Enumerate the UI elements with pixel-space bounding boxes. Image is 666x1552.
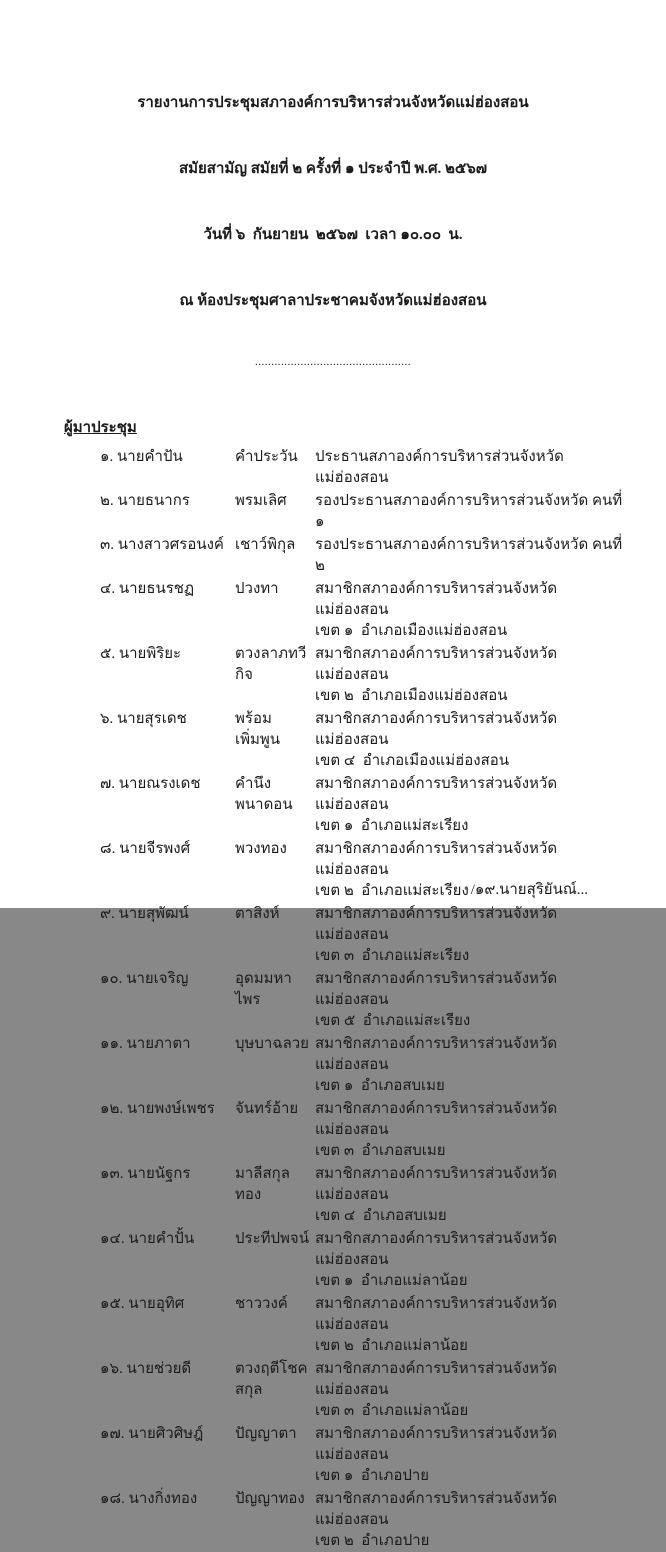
dotted-divider: ................................................ bbox=[255, 356, 411, 368]
attendee-role: ประธานสภาองค์การบริหารส่วนจังหวัดแม่ฮ่องสอน bbox=[315, 449, 564, 486]
attendee-number: ๑. bbox=[100, 449, 114, 465]
attendee-list bbox=[100, 447, 626, 1552]
attendee-row bbox=[100, 904, 626, 967]
attendee-role: สมาชิกสภาองค์การบริหารส่วนจังหวัดแม่ฮ่องสอน เขต ๔ อำเภอสบเมย bbox=[315, 1164, 626, 1227]
attendee-surname: จันทร์อ้าย bbox=[235, 1101, 299, 1117]
attendee-row bbox=[100, 447, 626, 489]
attendee-role: สมาชิกสภาองค์การบริหารส่วนจังหวัดแม่ฮ่องสอน เขต ๑ อำเภอปาย bbox=[315, 1424, 626, 1487]
attendee-name: ๔. นายธนรชฏ bbox=[100, 581, 195, 597]
attendee-name: ๒. นายธนากร bbox=[100, 493, 190, 509]
attendee-area: เขต ๓ อำเภอสบเมย bbox=[315, 1143, 446, 1159]
attendee-area: เขต ๓ อำเภอแม่สะเรียง bbox=[315, 948, 470, 964]
attendee-role: สมาชิกสภาองค์การบริหารส่วนจังหวัดแม่ฮ่องสอน เขต ๑ อำเภอแม่สะเรียง bbox=[315, 774, 626, 837]
page-continuation-note: /๑๙.นายสุริยันณ์... bbox=[470, 882, 588, 898]
attendee-surname: มาลีสกุลทอง bbox=[235, 1166, 290, 1203]
attendee-area: เขต ๒ อำเภอแม่ลาน้อย bbox=[315, 1338, 468, 1354]
attendee-name: ๑. นายคำปัน bbox=[100, 449, 183, 465]
attendee-surname: ปัญญาทอง bbox=[235, 1491, 305, 1507]
attendee-name: ๘. นายจีรพงศ์ bbox=[100, 841, 191, 857]
attendee-number: ๓. bbox=[100, 537, 115, 553]
attendee-name: ๑๔. นายคำปั้น bbox=[100, 1231, 195, 1247]
attendee-area: เขต ๑ อำเภอแม่ลาน้อย bbox=[315, 1273, 468, 1289]
attendee-row bbox=[100, 579, 626, 642]
attendee-number: ๙. bbox=[100, 906, 115, 922]
date-time-line: วันที่ ๖ กันยายน ๒๕๖๗ เวลา ๑๐.๐๐ น. bbox=[203, 227, 463, 243]
attendee-area: เขต ๒ อำเภอปาย bbox=[315, 1533, 430, 1549]
attendee-surname: บุษบาฉลวย bbox=[235, 1036, 309, 1052]
attendee-area: เขต ๑ อำเภอเมืองแม่ฮ่องสอน bbox=[315, 623, 508, 639]
attendee-number: ๑๗. bbox=[100, 1426, 125, 1442]
attendee-area: เขต ๑ อำเภอแม่สะเรียง bbox=[315, 818, 469, 834]
attendee-number: ๖. bbox=[100, 711, 114, 727]
attendee-role: สมาชิกสภาองค์การบริหารส่วนจังหวัดแม่ฮ่องสอน เขต ๕ อำเภอแม่สะเรียง bbox=[315, 969, 626, 1032]
attendee-name: ๙. นายสุพัฒน์ bbox=[100, 906, 189, 922]
attendee-name: ๑๐. นายเจริญ bbox=[100, 971, 189, 987]
attendee-role: สมาชิกสภาองค์การบริหารส่วนจังหวัดแม่ฮ่องสอน เขต ๓ อำเภอแม่สะเรียง bbox=[315, 904, 626, 967]
attendee-surname: ตาสิงห์ bbox=[235, 906, 280, 922]
attendee-surname: คำนึงพนาดอน bbox=[235, 776, 293, 813]
attendee-area: เขต ๕ อำเภอแม่สะเรียง bbox=[315, 1013, 471, 1029]
attendee-name: ๖. นายสุรเดช bbox=[100, 711, 187, 727]
attendee-row bbox=[100, 1359, 626, 1422]
attendee-row bbox=[100, 1099, 626, 1162]
attendee-surname: ปวงทา bbox=[235, 581, 279, 597]
attendee-row bbox=[100, 774, 626, 837]
attendee-number: ๔. bbox=[100, 581, 116, 597]
attendee-surname: คำประวัน bbox=[235, 449, 298, 465]
attendee-name: ๑๕. นายอุทิศ bbox=[100, 1296, 185, 1312]
attendee-name: ๑๘. นางกิ่งทอง bbox=[100, 1491, 198, 1507]
session-line: สมัยสามัญ สมัยที่ ๒ ครั้งที่ ๑ ประจำปี พ.ศ. ๒๕๖๗ bbox=[178, 161, 488, 177]
attendee-role: รองประธานสภาองค์การบริหารส่วนจังหวัด คนที่ ๒ bbox=[315, 537, 626, 574]
attendee-row bbox=[100, 491, 626, 533]
attendee-row bbox=[100, 1034, 626, 1097]
document-title: รายงานการประชุมสภาองค์การบริหารส่วนจังหวัดแม่ฮ่องสอน bbox=[137, 95, 529, 111]
attendee-role: สมาชิกสภาองค์การบริหารส่วนจังหวัดแม่ฮ่องสอน เขต ๑ อำเภอสบเมย bbox=[315, 1034, 626, 1097]
attendee-number: ๕. bbox=[100, 646, 116, 662]
attendee-number: ๗. bbox=[100, 776, 116, 792]
attendee-surname: พวงทอง bbox=[235, 841, 287, 857]
attendee-surname: ประทีปพจน์ bbox=[235, 1231, 309, 1247]
attendee-area: เขต ๔ อำเภอสบเมย bbox=[315, 1208, 447, 1224]
attendee-number: ๑๒. bbox=[100, 1101, 124, 1117]
attendee-number: ๑๕. bbox=[100, 1296, 125, 1312]
attendee-role: สมาชิกสภาองค์การบริหารส่วนจังหวัดแม่ฮ่องสอน เขต ๓ อำเภอแม่ลาน้อย bbox=[315, 1359, 626, 1422]
attendee-area: เขต ๔ อำเภอเมืองแม่ฮ่องสอน bbox=[315, 753, 509, 769]
attendee-role: สมาชิกสภาองค์การบริหารส่วนจังหวัดแม่ฮ่องสอน เขต ๔ อำเภอเมืองแม่ฮ่องสอน bbox=[315, 709, 626, 772]
attendee-row bbox=[100, 644, 626, 707]
attendee-surname: ตวงลาภทวีกิจ bbox=[235, 646, 307, 683]
attendee-surname: ชาววงค์ bbox=[235, 1296, 288, 1312]
attendee-number: ๑๓. bbox=[100, 1166, 124, 1182]
attendee-row bbox=[100, 535, 626, 577]
attendee-row bbox=[100, 1489, 626, 1552]
attendee-name: ๑๓. นายนัฐกร bbox=[100, 1166, 191, 1182]
attendee-role: สมาชิกสภาองค์การบริหารส่วนจังหวัดแม่ฮ่องสอน เขต ๑ อำเภอเมืองแม่ฮ่องสอน bbox=[315, 579, 626, 642]
attendee-name: ๑๒. นายพงษ์เพชร bbox=[100, 1101, 215, 1117]
venue-line: ณ ห้องประชุมศาลาประชาคมจังหวัดแม่ฮ่องสอน bbox=[179, 293, 487, 309]
attendee-number: ๒. bbox=[100, 493, 114, 509]
attendee-row bbox=[100, 969, 626, 1032]
attendee-name: ๑๗. นายศิวศิษฎ์ bbox=[100, 1426, 204, 1442]
attendee-surname: อุดมมหาไพร bbox=[235, 971, 292, 1008]
attendee-row bbox=[100, 1164, 626, 1227]
attendee-number: ๑๘. bbox=[100, 1491, 125, 1507]
attendee-area: เขต ๒ อำเภอเมืองแม่ฮ่องสอน bbox=[315, 688, 508, 704]
attendee-surname: ปัญญาตา bbox=[235, 1426, 297, 1442]
attendee-row bbox=[100, 1424, 626, 1487]
attendee-row bbox=[100, 709, 626, 772]
attendee-surname: เชาว์พิกุล bbox=[235, 537, 296, 553]
attendee-number: ๘. bbox=[100, 841, 116, 857]
attendee-role: สมาชิกสภาองค์การบริหารส่วนจังหวัดแม่ฮ่องสอน เขต ๓ อำเภอสบเมย bbox=[315, 1099, 626, 1162]
attendee-area: เขต ๓ อำเภอแม่ลาน้อย bbox=[315, 1403, 469, 1419]
attendee-number: ๑๑. bbox=[100, 1036, 123, 1052]
attendee-area: เขต ๑ อำเภอปาย bbox=[315, 1468, 430, 1484]
attendee-area: เขต ๒ อำเภอแม่สะเรียง bbox=[315, 883, 469, 899]
attendee-row bbox=[100, 1229, 626, 1292]
attendee-role: สมาชิกสภาองค์การบริหารส่วนจังหวัดแม่ฮ่องสอน เขต ๑ อำเภอแม่ลาน้อย bbox=[315, 1229, 626, 1292]
attendee-name: ๓. นางสาวศรอนงค์ bbox=[100, 537, 224, 553]
attendee-number: ๑๔. bbox=[100, 1231, 125, 1247]
attendee-role: สมาชิกสภาองค์การบริหารส่วนจังหวัดแม่ฮ่องสอน เขต ๒ อำเภอเมืองแม่ฮ่องสอน bbox=[315, 644, 626, 707]
attendees-heading: ผู้มาประชุม bbox=[64, 420, 137, 436]
attendee-role: สมาชิกสภาองค์การบริหารส่วนจังหวัดแม่ฮ่องสอน เขต ๒ อำเภอปาย bbox=[315, 1489, 626, 1552]
attendee-surname: พร้อมเพิ่มพูน bbox=[235, 711, 281, 748]
attendee-surname: พรมเลิศ bbox=[235, 493, 287, 509]
attendee-role: รองประธานสภาองค์การบริหารส่วนจังหวัด คนที่ ๑ bbox=[315, 493, 626, 530]
attendee-name: ๕. นายพิริยะ bbox=[100, 646, 182, 662]
attendee-role: สมาชิกสภาองค์การบริหารส่วนจังหวัดแม่ฮ่องสอน เขต ๒ อำเภอแม่สะเรียง bbox=[315, 839, 626, 902]
attendee-number: ๑๖. bbox=[100, 1361, 123, 1377]
attendee-row bbox=[100, 1294, 626, 1357]
attendee-number: ๑๐. bbox=[100, 971, 123, 987]
document-header bbox=[0, 0, 666, 413]
attendee-name: ๑๖. นายช่วยดี bbox=[100, 1361, 192, 1377]
attendee-role: สมาชิกสภาองค์การบริหารส่วนจังหวัดแม่ฮ่องสอน เขต ๒ อำเภอแม่ลาน้อย bbox=[315, 1294, 626, 1357]
attendee-name: ๑๑. นายภาตา bbox=[100, 1036, 191, 1052]
attendee-area: เขต ๑ อำเภอสบเมย bbox=[315, 1078, 445, 1094]
attendee-surname: ตวงฤตีโชคสกุล bbox=[235, 1361, 308, 1398]
attendee-name: ๗. นายณรงเดช bbox=[100, 776, 201, 792]
